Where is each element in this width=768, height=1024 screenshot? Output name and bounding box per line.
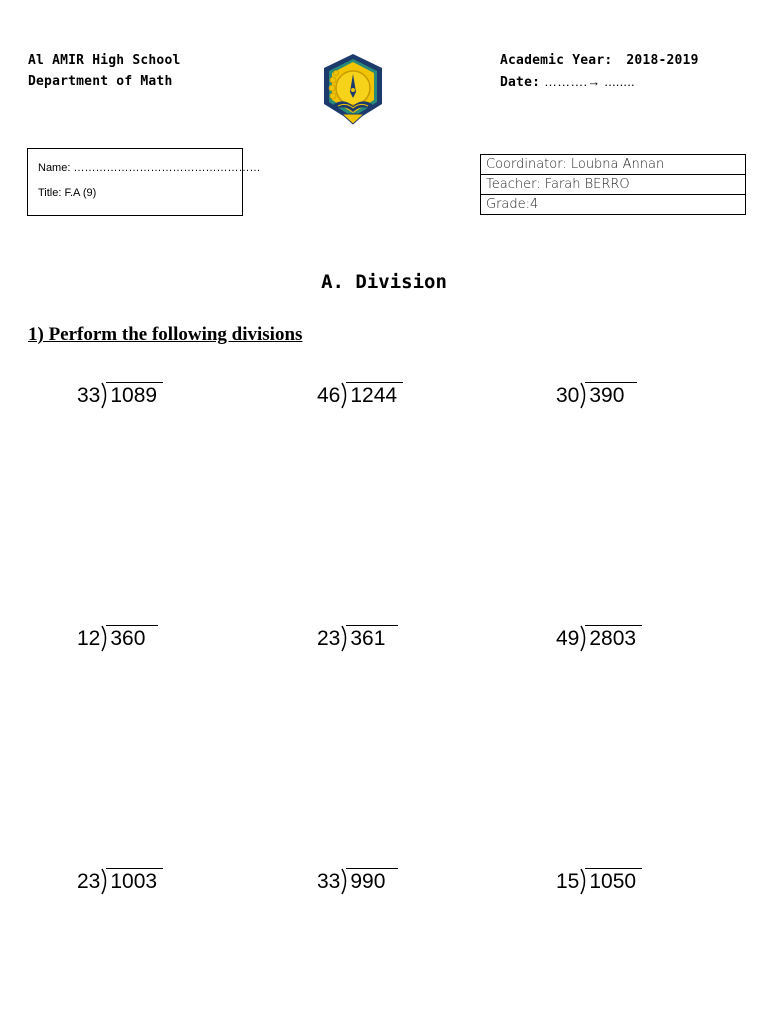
division-bracket-icon	[100, 381, 110, 411]
dividend-value: 360	[110, 627, 146, 650]
teacher-cell: Teacher: Farah BERRO	[481, 175, 746, 195]
dividend-value: 1244	[350, 384, 398, 407]
academic-year-label: Academic Year:	[500, 53, 613, 68]
staff-row-coordinator	[481, 155, 746, 175]
date-value: ……….→ ........	[540, 74, 635, 89]
divisor: 12	[77, 627, 101, 650]
dividend	[589, 624, 640, 654]
staff-table	[480, 154, 746, 215]
division-problem	[77, 867, 161, 897]
department-name: Department of Math	[28, 74, 173, 89]
student-info-box	[27, 148, 261, 216]
division-problem	[556, 624, 640, 654]
division-bracket-icon	[579, 867, 589, 897]
divisor: 23	[77, 870, 101, 893]
title-field: Title: F.A (9)	[38, 187, 97, 199]
dividend	[110, 624, 149, 654]
dividend	[589, 867, 640, 897]
divisor: 23	[317, 627, 341, 650]
division-bracket-icon	[340, 381, 350, 411]
staff-row-grade	[481, 195, 746, 215]
academic-year-value: 2018-2019	[626, 53, 699, 68]
divisor: 15	[556, 870, 580, 893]
division-bar	[106, 625, 158, 626]
date-line	[500, 74, 635, 90]
dividend-value: 361	[350, 627, 386, 650]
grade-cell: Grade:4	[481, 195, 746, 215]
division-bracket-icon	[100, 624, 110, 654]
division-problem	[317, 381, 401, 411]
dividend	[110, 381, 161, 411]
staff-row-teacher	[481, 175, 746, 195]
date-label: Date:	[500, 75, 541, 90]
dividend-value: 1089	[110, 384, 158, 407]
dividend-value: 1050	[589, 870, 637, 893]
division-bar	[346, 382, 403, 383]
section-title: A. Division	[321, 271, 447, 293]
division-bar	[346, 868, 398, 869]
academic-year	[500, 53, 699, 68]
division-problem	[77, 624, 149, 654]
division-bar	[585, 382, 637, 383]
division-problem	[556, 381, 628, 411]
instruction-heading: 1) Perform the following divisions	[28, 324, 303, 345]
division-bracket-icon	[579, 624, 589, 654]
dividend	[350, 381, 401, 411]
division-bracket-icon	[340, 867, 350, 897]
dividend	[350, 867, 389, 897]
coordinator-cell: Coordinator: Loubna Annan	[481, 155, 746, 175]
divisor: 46	[317, 384, 341, 407]
dividend-value: 390	[589, 384, 625, 407]
division-problem	[77, 381, 161, 411]
divisor: 33	[317, 870, 341, 893]
dividend-value: 990	[350, 870, 386, 893]
divisor: 30	[556, 384, 580, 407]
division-bar	[106, 868, 163, 869]
division-bar	[346, 625, 398, 626]
divisor: 49	[556, 627, 580, 650]
name-field: Name: ……………………………………………	[38, 162, 261, 174]
dividend-value: 1003	[110, 870, 158, 893]
division-bracket-icon	[100, 867, 110, 897]
division-bar	[585, 868, 642, 869]
dividend	[110, 867, 161, 897]
division-problem	[317, 624, 389, 654]
school-crest-icon	[320, 52, 386, 128]
division-bar	[585, 625, 642, 626]
division-bracket-icon	[579, 381, 589, 411]
divisor: 33	[77, 384, 101, 407]
division-problem	[317, 867, 389, 897]
dividend	[589, 381, 628, 411]
dividend-value: 2803	[589, 627, 637, 650]
division-bracket-icon	[340, 624, 350, 654]
division-problem	[556, 867, 640, 897]
dividend	[350, 624, 389, 654]
school-name: Al AMIR High School	[28, 53, 181, 68]
division-bar	[106, 382, 163, 383]
